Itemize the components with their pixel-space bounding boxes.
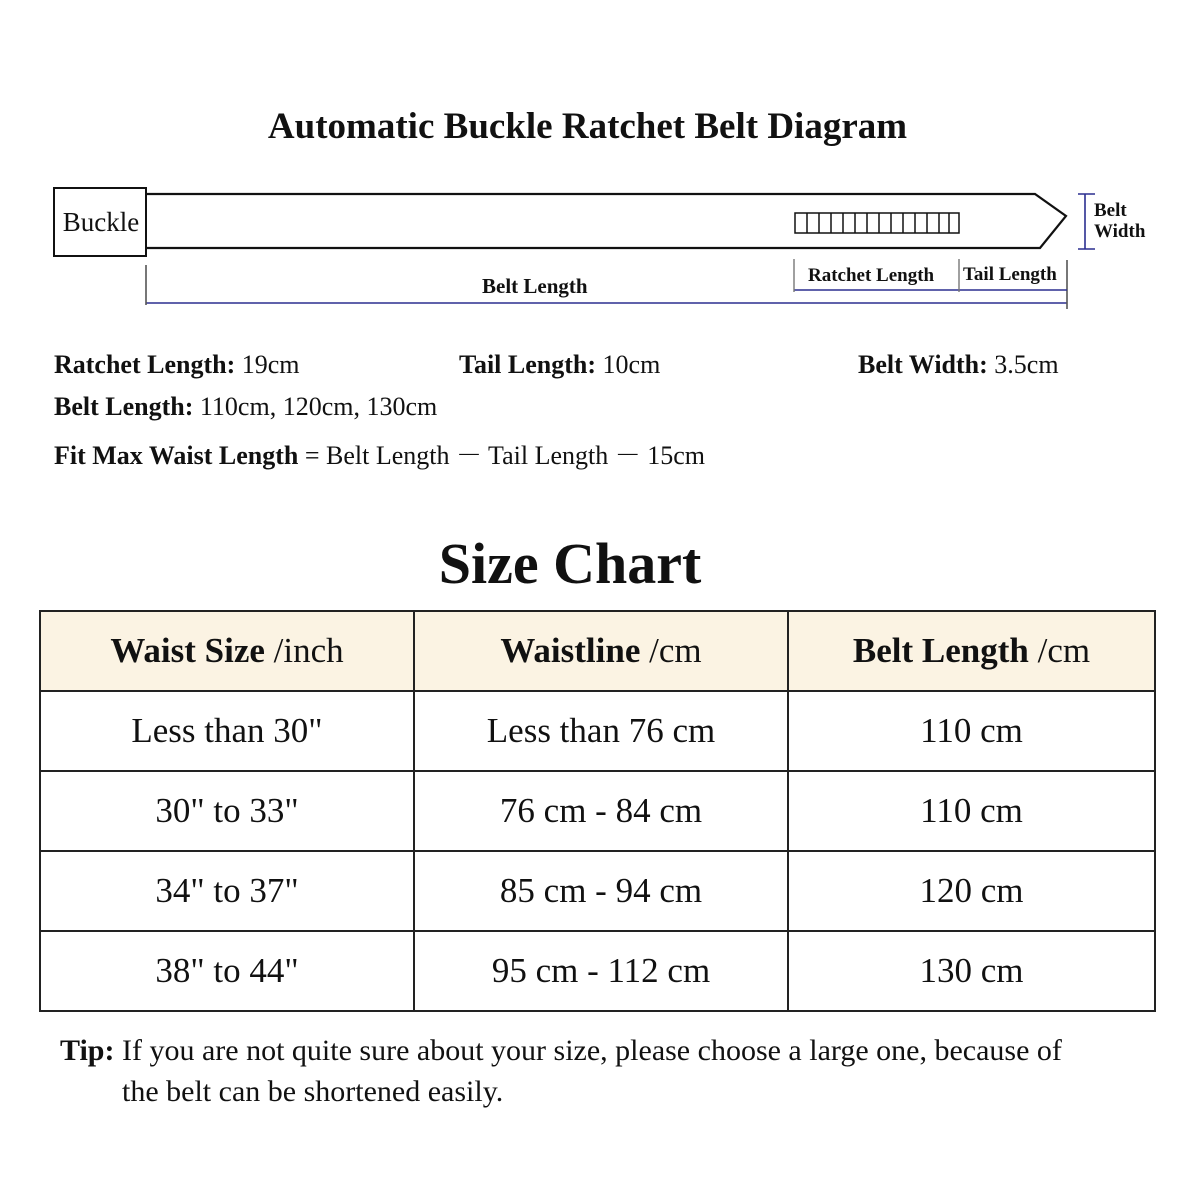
table-header-row (40, 611, 1155, 691)
cell-waist-size: Less than 30" (40, 691, 414, 771)
buckle-label: Buckle (62, 206, 140, 237)
belt-length-label: Belt Length (482, 274, 588, 298)
header-waist-size: Waist Size /inch (40, 611, 414, 691)
table-row (40, 691, 1155, 771)
cell-belt-length: 120 cm (788, 851, 1155, 931)
spec-ratchet-length: Ratchet Length: 19cm (54, 350, 300, 379)
tip-line-1: If you are not quite sure about your size, please choose a large one, because of (114, 1034, 1062, 1067)
cell-waistline: 76 cm - 84 cm (414, 771, 788, 851)
spec-formula: Fit Max Waist Length = Belt Length － Tail Length － 15cm (54, 441, 705, 470)
cell-belt-length: 110 cm (788, 691, 1155, 771)
cell-waistline: Less than 76 cm (414, 691, 788, 771)
tip-note (60, 1030, 1150, 1112)
cell-waist-size: 34" to 37" (40, 851, 414, 931)
belt-width-label: Belt Width (1094, 200, 1146, 242)
cell-waist-size: 30" to 33" (40, 771, 414, 851)
ratchet-length-label: Ratchet Length (808, 265, 935, 286)
header-belt-length: Belt Length /cm (788, 611, 1155, 691)
cell-waistline: 95 cm - 112 cm (414, 931, 788, 1011)
tip-label: Tip: (60, 1034, 115, 1067)
cell-belt-length: 130 cm (788, 931, 1155, 1011)
cell-waistline: 85 cm - 94 cm (414, 851, 788, 931)
header-waistline: Waistline /cm (414, 611, 788, 691)
table-row (40, 931, 1155, 1011)
table-row (40, 771, 1155, 851)
size-chart-title: Size Chart (438, 531, 702, 596)
diagram-title: Automatic Buckle Ratchet Belt Diagram (267, 106, 908, 147)
spec-belt-length: Belt Length: 110cm, 120cm, 130cm (54, 392, 438, 421)
cell-belt-length: 110 cm (788, 771, 1155, 851)
belt-body-shape (146, 194, 1066, 248)
spec-tail-length: Tail Length: 10cm (459, 350, 661, 379)
size-chart-table (39, 610, 1156, 1012)
cell-waist-size: 38" to 44" (40, 931, 414, 1011)
tip-line-2: the belt can be shortened easily. (122, 1075, 504, 1108)
belt-width-dimension (1078, 194, 1095, 249)
spec-belt-width: Belt Width: 3.5cm (858, 350, 1059, 379)
ratchet-teeth-shape (795, 213, 959, 233)
tail-length-label: Tail Length (963, 264, 1057, 285)
table-row (40, 851, 1155, 931)
